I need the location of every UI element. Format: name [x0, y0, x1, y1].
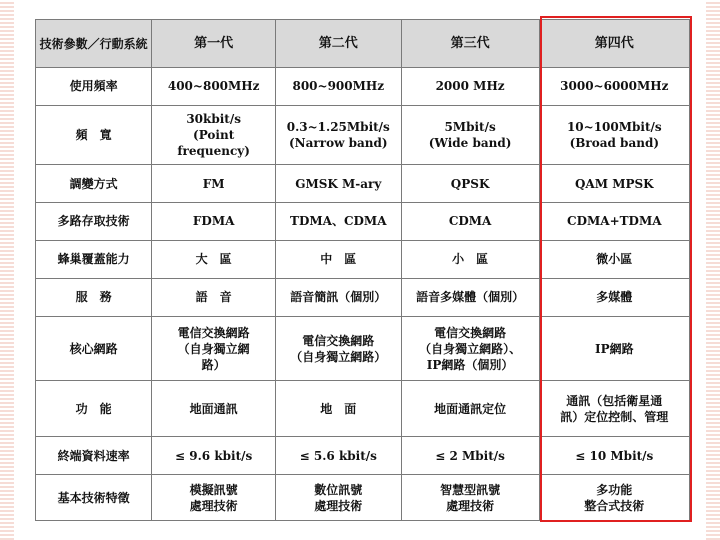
table-row: [36, 105, 690, 164]
cell-1g: ≤ 9.6 kbit/s: [152, 437, 276, 475]
row-label-modulation: 調變方式: [36, 165, 152, 203]
cell-4g: QAM MPSK: [539, 165, 689, 203]
header-4g: 第四代: [539, 20, 689, 68]
row-label-basic-tech-features: 基本技術特徵: [36, 475, 152, 521]
cell-3g: QPSK: [401, 165, 539, 203]
cell-2g: 800~900MHz: [275, 68, 401, 106]
row-label-cell-coverage: 蜂巢覆蓋能力: [36, 240, 152, 278]
cell-4g: IP網路: [539, 316, 689, 381]
table-row: [36, 278, 690, 316]
header-1g: 第一代: [152, 20, 276, 68]
cell-3g: 電信交換網路 （自身獨立網路）、 IP網路（個別）: [401, 316, 539, 381]
cell-3g: 5Mbit/s (Wide band): [401, 105, 539, 164]
cell-1g: 電信交換網路 （自身獨立網 路）: [152, 316, 276, 381]
cell-1g: FM: [152, 165, 276, 203]
row-label-terminal-data-rate: 終端資料速率: [36, 437, 152, 475]
header-parameter: 技術參數／行動系統: [36, 20, 152, 68]
cell-4g: 10~100Mbit/s (Broad band): [539, 105, 689, 164]
right-decorative-stripe: [706, 0, 720, 540]
table-row: [36, 240, 690, 278]
cell-1g: 地面通訊: [152, 381, 276, 437]
cell-2g: 電信交換網路 （自身獨立網路）: [275, 316, 401, 381]
cell-3g: ≤ 2 Mbit/s: [401, 437, 539, 475]
cell-1g: 模擬訊號 處理技術: [152, 475, 276, 521]
table-row: [36, 202, 690, 240]
cell-3g: 智慧型訊號 處理技術: [401, 475, 539, 521]
cell-2g: TDMA、CDMA: [275, 202, 401, 240]
header-row: [36, 20, 690, 68]
mobile-generations-comparison-table: [35, 19, 690, 521]
table-row: [36, 381, 690, 437]
cell-3g: 2000 MHz: [401, 68, 539, 106]
row-label-frequency: 使用頻率: [36, 68, 152, 106]
row-label-function: 功 能: [36, 381, 152, 437]
cell-1g: 語 音: [152, 278, 276, 316]
cell-4g: 微小區: [539, 240, 689, 278]
cell-2g: 語音簡訊（個別）: [275, 278, 401, 316]
cell-2g: 數位訊號 處理技術: [275, 475, 401, 521]
cell-3g: 地面通訊定位: [401, 381, 539, 437]
cell-1g: 30kbit/s (Point frequency): [152, 105, 276, 164]
cell-3g: 小 區: [401, 240, 539, 278]
cell-4g: 多媒體: [539, 278, 689, 316]
table-row: [36, 68, 690, 106]
cell-1g: FDMA: [152, 202, 276, 240]
row-label-core-network: 核心網路: [36, 316, 152, 381]
cell-4g: ≤ 10 Mbit/s: [539, 437, 689, 475]
row-label-service: 服 務: [36, 278, 152, 316]
cell-2g: 中 區: [275, 240, 401, 278]
row-label-multiple-access: 多路存取技術: [36, 202, 152, 240]
table-row: [36, 475, 690, 521]
row-label-bandwidth: 頻 寬: [36, 105, 152, 164]
table-row: [36, 437, 690, 475]
left-decorative-stripe: [0, 0, 14, 540]
table-row: [36, 316, 690, 381]
cell-3g: CDMA: [401, 202, 539, 240]
cell-4g: 多功能 整合式技術: [539, 475, 689, 521]
cell-2g: ≤ 5.6 kbit/s: [275, 437, 401, 475]
cell-4g: 3000~6000MHz: [539, 68, 689, 106]
cell-2g: 地 面: [275, 381, 401, 437]
cell-1g: 400~800MHz: [152, 68, 276, 106]
header-3g: 第三代: [401, 20, 539, 68]
header-2g: 第二代: [275, 20, 401, 68]
cell-2g: 0.3~1.25Mbit/s (Narrow band): [275, 105, 401, 164]
cell-4g: CDMA+TDMA: [539, 202, 689, 240]
cell-2g: GMSK M-ary: [275, 165, 401, 203]
table-row: [36, 165, 690, 203]
cell-3g: 語音多媒體（個別）: [401, 278, 539, 316]
cell-1g: 大 區: [152, 240, 276, 278]
cell-4g: 通訊（包括衛星通 訊）定位控制、管理: [539, 381, 689, 437]
